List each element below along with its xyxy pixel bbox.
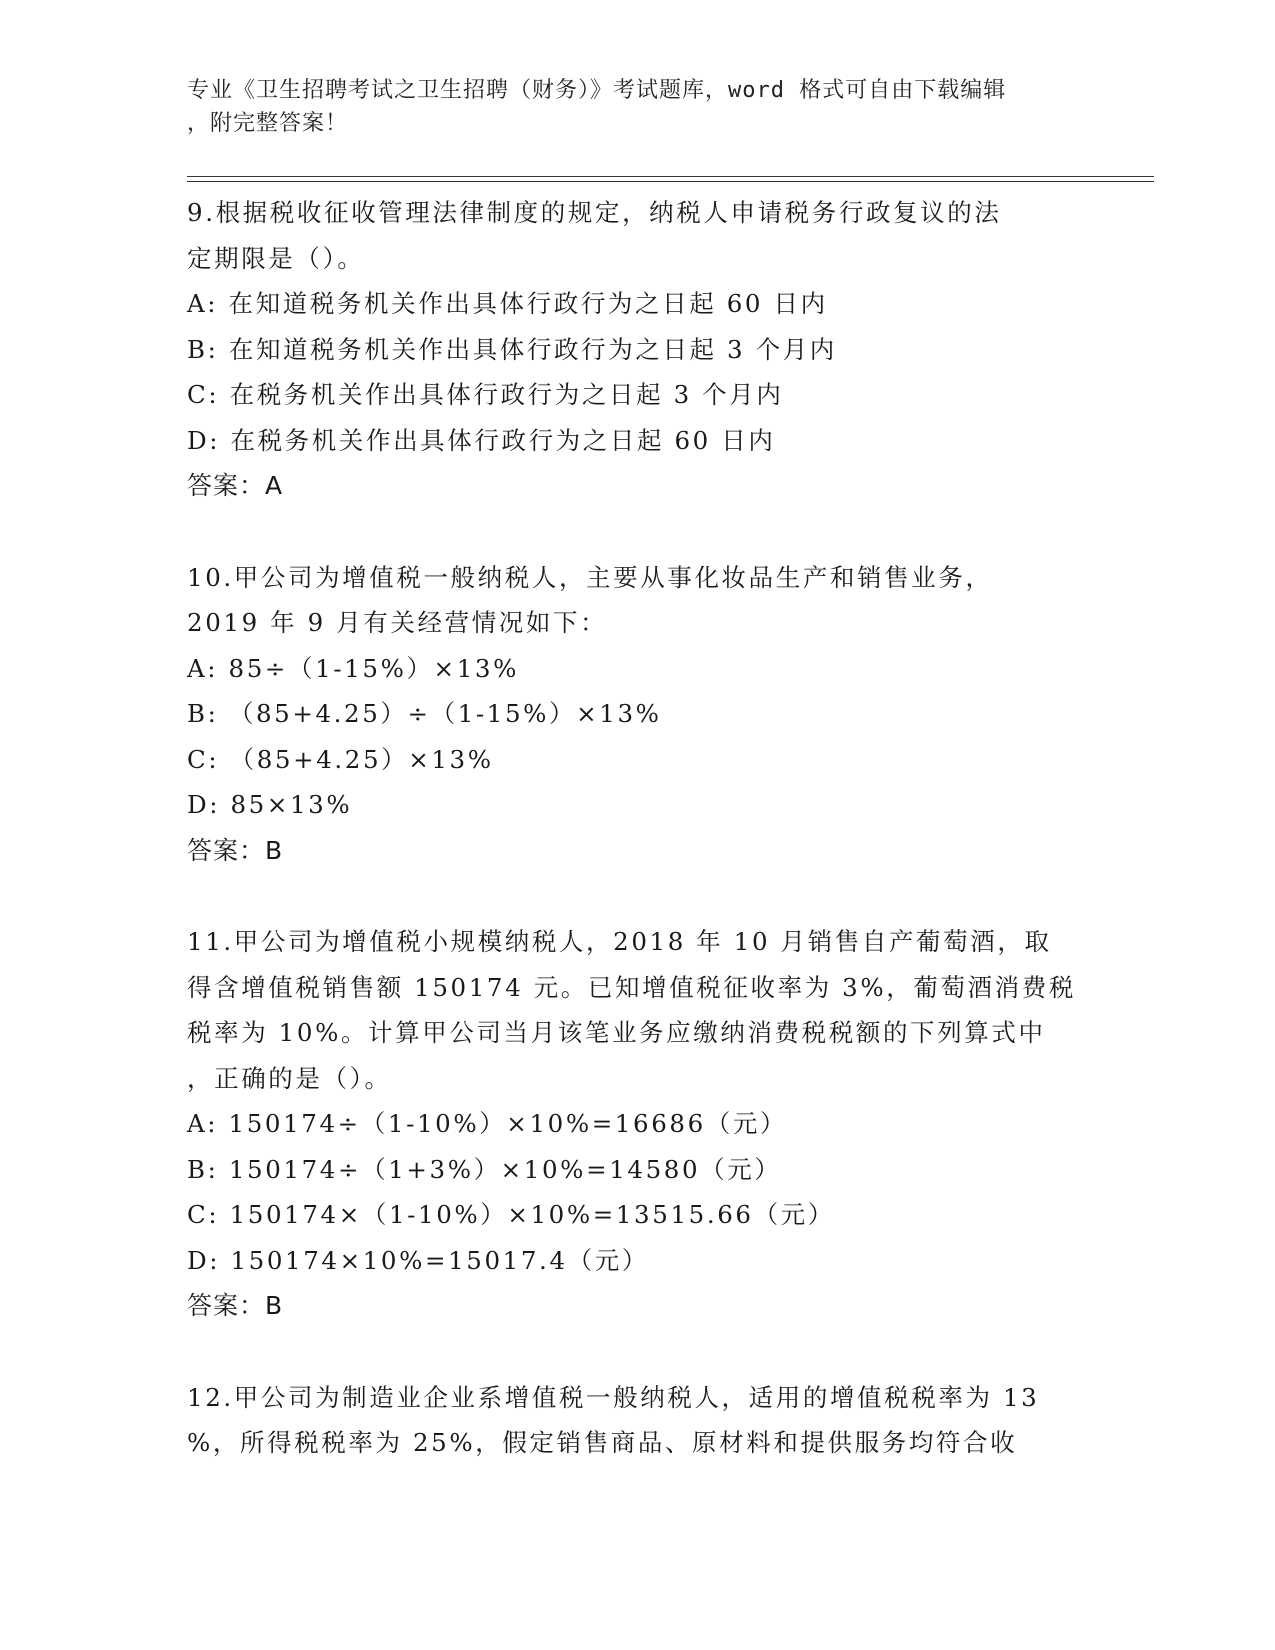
header-line-1: 专业《卫生招聘考试之卫生招聘（财务）》考试题库，word 格式可自由下载编辑 [187,78,1007,103]
option-b: B: 150174÷（1+3%）×10%=14580（元） [187,1154,782,1184]
question-stem: 得含增值税销售额 150174 元。已知增值税征收率为 3%，葡萄酒消费税 [187,972,1076,1002]
question-stem: 定期限是（）。 [187,243,365,273]
header-divider-bottom [187,181,1154,182]
option-a: A: 150174÷（1-10%）×10%=16686（元） [187,1109,788,1138]
question-10 [187,555,1087,874]
option-a: A: 85÷（1-15%）×13% [187,653,519,683]
question-stem: 税率为 10%。计算甲公司当月该笔业务应缴纳消费税税额的下列算式中 [187,1018,1046,1047]
question-list [187,190,1087,1512]
answer: 答案：B [187,1291,284,1320]
question-stem: ，正确的是（）。 [187,1063,392,1093]
question-stem: %，所得税税率为 25%，假定销售商品、原材料和提供服务均符合收 [187,1428,1018,1457]
question-9 [187,190,1087,509]
option-c: C: 在税务机关作出具体行政行为之日起 3 个月内 [187,380,784,409]
question-stem: 11.甲公司为增值税小规模纳税人，2018 年 10 月销售自产葡萄酒，取 [187,927,1052,956]
option-b: B: 在知道税务机关作出具体行政行为之日起 3 个月内 [187,334,837,364]
question-stem: 2019 年 9 月有关经营情况如下： [187,608,608,637]
option-d: D: 150174×10%=15017.4（元） [187,1245,649,1275]
question-stem: 9.根据税收征收管理法律制度的规定，纳税人申请税务行政复议的法 [187,198,1002,227]
header-divider-top [187,176,1154,177]
answer: 答案：A [187,471,284,500]
answer: 答案：B [187,835,284,865]
option-b: B: （85+4.25）÷（1-15%）×13% [187,699,662,728]
question-12 [187,1375,1087,1466]
question-stem: 10.甲公司为增值税一般纳税人，主要从事化妆品生产和销售业务， [187,562,993,592]
header-line-2: ，附完整答案！ [187,111,349,136]
question-stem: 12.甲公司为制造业企业系增值税一般纳税人，适用的增值税税率为 13 [187,1382,1040,1412]
option-a: A: 在知道税务机关作出具体行政行为之日起 60 日内 [187,289,828,318]
option-c: C: 150174×（1-10%）×10%=13515.66（元） [187,1200,835,1229]
option-d: D: 85×13% [187,790,353,819]
option-c: C: （85+4.25）×13% [187,744,494,774]
document-header [187,74,1087,140]
question-11 [187,919,1087,1329]
option-d: D: 在税务机关作出具体行政行为之日起 60 日内 [187,425,776,455]
